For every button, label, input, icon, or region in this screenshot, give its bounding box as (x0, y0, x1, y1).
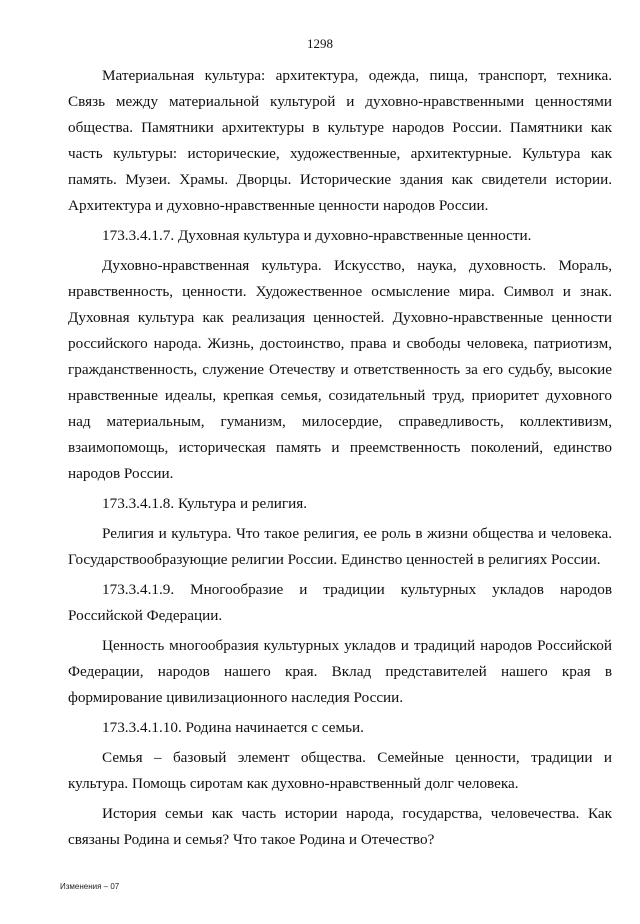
section-heading-173-3-4-1-8: 173.3.4.1.8. Культура и религия. (102, 495, 308, 512)
paragraph-religion: Религия и культура. Что такое религия, ее роль в жизни общества и человека. Государствообразующие религии России. Единство ценностей в религиях России. (68, 525, 612, 568)
paragraph-spiritual-culture: Духовно-нравственная культура. Искусство, наука, духовность. Мораль, нравственность, ценности. Художественное осмысление мира. Символ и знак. Духовная культура как реализация ценностей. Духовно-нравственные ценности российского народа. Жизнь, достоинство, права и свободы человека, патриотизм, гражданственность, служение Отечеству и ответственность за его судьбу, высокие нравственные идеалы, крепкая семья, созидательный труд, приоритет духовного над материальным, гуманизм, милосердие, справедливость, коллективизм, взаимопомощь, историческая память и преемственность поколений, единство народов России. (68, 257, 612, 482)
section-heading-173-3-4-1-7: 173.3.4.1.7. Духовная культура и духовно-нравственные ценности. (102, 227, 532, 244)
paragraph-material-culture: Материальная культура: архитектура, одежда, пища, транспорт, техника. Связь между материальной культурой и духовно-нравственными ценностями общества. Памятники архитектуры в культуре народов России. Памятники как часть культуры: исторические, художественные, архитектурные. Культура как память. Музеи. Храмы. Дворцы. Исторические здания как свидетели истории. Архитектура и духовно-нравственные ценности народов России. (68, 67, 612, 214)
paragraph-family: Семья – базовый элемент общества. Семейные ценности, традиции и культура. Помощь сиротам как духовно-нравственный долг человека. (68, 749, 612, 792)
page-number: 1298 (307, 36, 333, 51)
section-heading-173-3-4-1-10: 173.3.4.1.10. Родина начинается с семьи. (102, 719, 364, 736)
paragraph-family-history: История семьи как часть истории народа, государства, человечества. Как связаны Родина и семья? Что такое Родина и Отечество? (68, 805, 612, 848)
paragraph-cultural-diversity: Ценность многообразия культурных укладов и традиций народов Российской Федерации, народов нашего края. Вклад представителей нашего края в формирование цивилизационного наследия России. (68, 637, 612, 706)
section-heading-173-3-4-1-9: 173.3.4.1.9. Многообразие и традиции культурных укладов народов Российской Федерации. (68, 581, 612, 624)
document-body (68, 63, 612, 857)
footer-revision-note: Изменения – 07 (60, 882, 120, 891)
